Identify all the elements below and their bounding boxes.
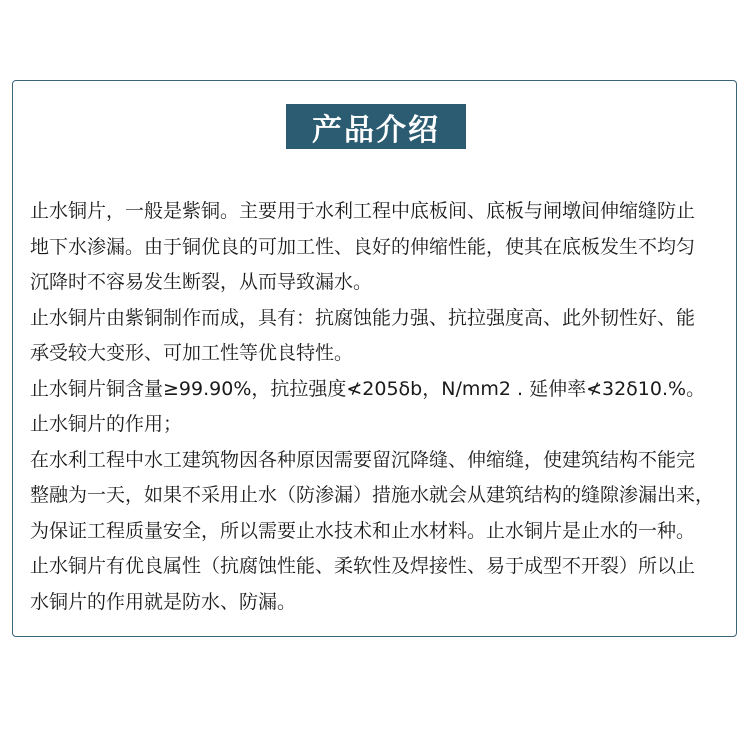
product-intro-panel (12, 80, 737, 637)
body-line: 整融为一天，如果不采用止水（防渗漏）措施水就会从建筑结构的缝隙渗漏出来， (30, 484, 715, 506)
body-line: 水铜片的作用就是防水、防漏。 (30, 590, 297, 613)
body-line: 承受较大变形、可加工性等优良特性。 (30, 342, 354, 364)
body-line: 止水铜片，一般是紫铜。主要用于水利工程中底板间、底板与闸墩间伸缩缝防止 (30, 200, 696, 222)
body-line: 止水铜片有优良属性（抗腐蚀性能、柔软性及焊接性、易于成型不开裂）所以止 (30, 555, 696, 577)
body-line: 止水铜片的作用； (30, 413, 183, 435)
body-line: 沉降时不容易发生断裂，从而导致漏水。 (30, 271, 373, 293)
body-line: 为保证工程质量安全，所以需要止水技术和止水材料。止水铜片是止水的一种。 (30, 519, 696, 542)
section-title: 产品介绍 (312, 112, 440, 148)
body-line: 止水铜片铜含量≥99.90%，抗拉强度≮205δb，N/mm2 . 延伸率≮32δ10.%。 (30, 377, 706, 400)
body-line: 止水铜片由紫铜制作而成，具有：抗腐蚀能力强、抗拉强度高、此外韧性好、能 (30, 306, 696, 329)
body-line: 地下水渗漏。由于铜优良的可加工性、良好的伸缩性能，使其在底板发生不均匀 (30, 235, 696, 258)
body-line: 在水利工程中水工建筑物因各种原因需要留沉降缝、伸缩缝，使建筑结构不能完 (30, 448, 696, 471)
section-title-banner (286, 104, 466, 149)
intro-body (30, 194, 735, 620)
